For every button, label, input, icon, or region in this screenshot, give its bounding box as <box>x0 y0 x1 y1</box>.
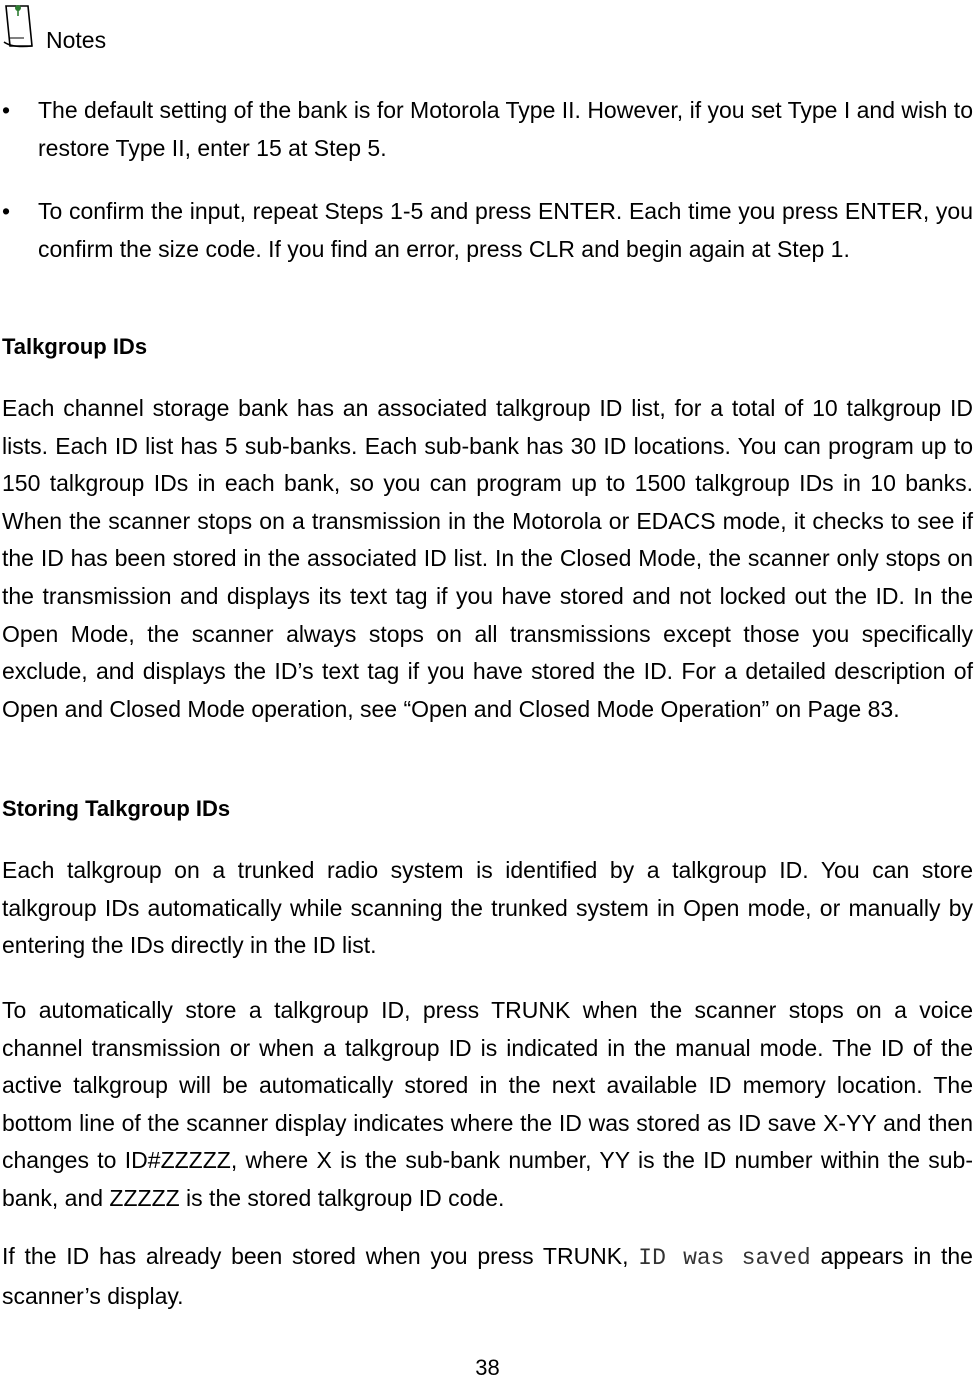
note-text: To confirm the input, repeat Steps 1-5 and press ENTER. Each time you press ENTER, you confirm the size code. If you find an error, press CLR and begin again at Step 1. <box>38 198 973 262</box>
paragraph-text: appears in the scanner’s display. <box>2 1243 973 1309</box>
bullet-icon: • <box>2 97 11 123</box>
display-message: ID was saved <box>638 1245 811 1271</box>
section-heading-talkgroup-ids: Talkgroup IDs <box>2 334 148 359</box>
bullet-icon: • <box>2 198 11 224</box>
page-number: 38 <box>475 1355 500 1380</box>
notes-header <box>0 0 300 56</box>
notes-label: Notes <box>46 27 107 53</box>
notepad-icon <box>2 2 38 50</box>
storing-paragraph-1: Each talkgroup on a trunked radio system is identified by a talkgroup ID. You can store talkgroup IDs automatically while scanning the trunked system in Open mode, or manually by entering the IDs directly in the ID list. <box>2 857 973 959</box>
section-heading-storing-talkgroup-ids: Storing Talkgroup IDs <box>2 796 231 821</box>
talkgroup-ids-paragraph: Each channel storage bank has an associated talkgroup ID list, for a total of 10 talkgroup ID lists. Each ID list has 5 sub-banks. Each sub-bank has 30 ID locations. You can program up to 150 talkgroup IDs in each bank, so you can program up to 1500 talkgroup IDs in 10 banks. When the scanner stops on a transmission in the Motorola or EDACS mode, it checks to see if the ID has been stored in the associated ID list. In the Closed Mode, the scanner only stops on the transmission and displays its text tag if you have stored and not locked out the ID. In the Open Mode, the scanner always stops on all transmissions except those you specifically exclude, and displays the ID’s text tag if you have stored the ID. For a detailed description of Open and Closed Mode operation, see “Open and Closed Mode Operation” on Page 83. <box>2 395 973 722</box>
note-text: The default setting of the bank is for Motorola Type II. However, if you set Type I and wish to restore Type II, enter 15 at Step 5. <box>38 97 973 161</box>
paragraph-text: If the ID has already been stored when you press TRUNK, <box>2 1243 639 1269</box>
storing-paragraph-3 <box>2 1238 973 1315</box>
storing-paragraph-2: To automatically store a talkgroup ID, press TRUNK when the scanner stops on a voice channel transmission or when a talkgroup ID is indicated in the manual mode. The ID of the active talkgroup will be automatically stored in the next available ID memory location. The bottom line of the scanner display indicates where the ID was stored as ID save X-YY and then changes to ID#ZZZZZ, where X is the sub-bank number, YY is the ID number within the sub-bank, and ZZZZZ is the stored talkgroup ID code. <box>2 997 973 1211</box>
